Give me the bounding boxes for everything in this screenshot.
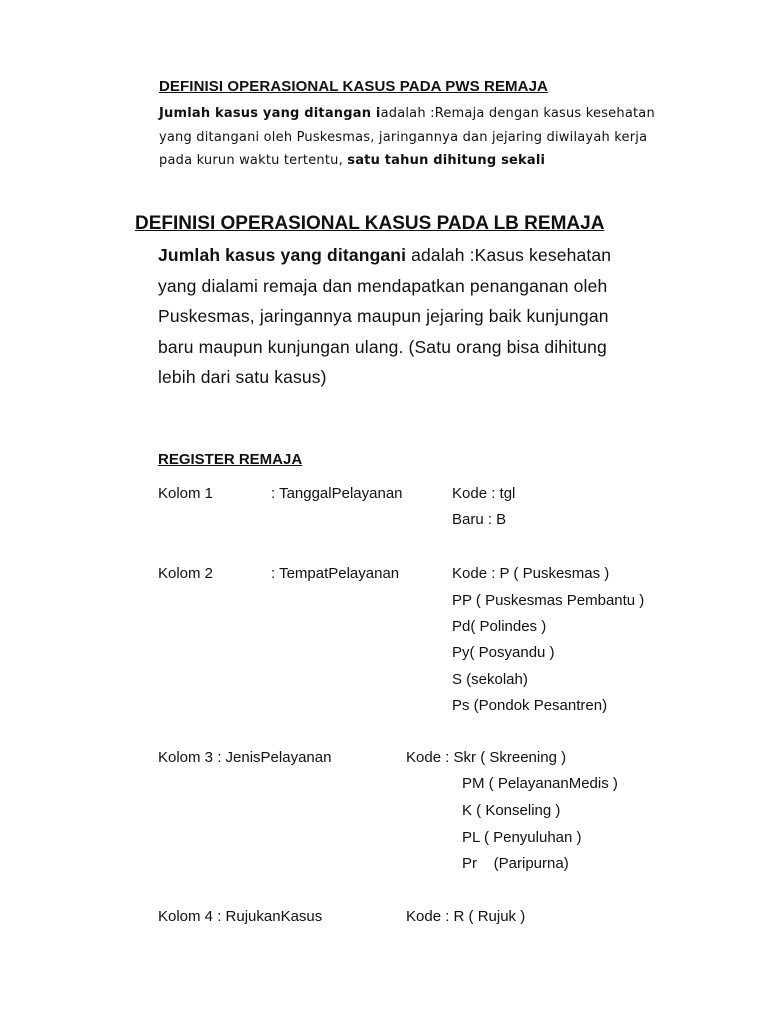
kolom-2-code: Py( Posyandu ) (452, 644, 555, 661)
kolom-2-field: : TempatPelayanan (271, 565, 400, 582)
kolom-2-code: PP ( Puskesmas Pembantu ) (452, 592, 645, 609)
kolom-2-label: Kolom 2 (158, 565, 214, 582)
pws-definition-emphasis: satu tahun dihitung sekali (347, 153, 546, 168)
kolom-3-code: PL ( Penyuluhan ) (462, 829, 582, 846)
pws-definition-text-3: pada kurun waktu tertentu, (159, 153, 348, 168)
kolom-2-code: Pd( Polindes ) (452, 618, 547, 635)
kolom-2-code: Ps (Pondok Pesantren) (452, 697, 608, 714)
lb-definition-line-2: yang dialami remaja dan mendapatkan penanganan oleh (158, 276, 608, 296)
kolom-3-code: PM ( PelayananMedis ) (462, 775, 618, 792)
lb-definition-text-1: adalah :Kasus kesehatan (406, 245, 612, 265)
pws-definition-line-3 (159, 153, 545, 168)
lb-definition-line-4: baru maupun kunjungan ulang. (Satu orang bisa dihitung (158, 337, 607, 357)
kolom-1-field: : TanggalPelayanan (271, 485, 403, 502)
kolom-3-code: Kode : Skr ( Skreening ) (406, 749, 567, 766)
lb-definition-term: Jumlah kasus yang ditangani (158, 245, 407, 265)
pws-definition-text-1: adalah :Remaja dengan kasus kesehatan (380, 106, 655, 121)
lb-section-title: DEFINISI OPERASIONAL KASUS PADA LB REMAJA (135, 213, 605, 234)
register-section-title: REGISTER REMAJA (158, 451, 303, 468)
lb-definition-line-1 (158, 245, 611, 266)
pws-definition-line-2: yang ditangani oleh Puskesmas, jaringannya dan jejaring diwilayah kerja (159, 130, 648, 145)
kolom-1-label: Kolom 1 (158, 485, 214, 502)
kolom-1-code: Kode : tgl (452, 485, 516, 502)
kolom-3-code: K ( Konseling ) (462, 802, 561, 819)
kolom-3-label: Kolom 3 : JenisPelayanan (158, 749, 332, 766)
lb-definition-line-3: Puskesmas, jaringannya maupun jejaring baik kunjungan (158, 306, 609, 326)
kolom-2-code: S (sekolah) (452, 671, 528, 688)
kolom-3-code: Pr (Paripurna) (462, 855, 569, 872)
kolom-1-code: Baru : B (452, 511, 507, 528)
lb-definition-line-5: lebih dari satu kasus) (158, 367, 327, 387)
pws-definition-line-1 (159, 106, 655, 121)
kolom-2-code: Kode : P ( Puskesmas ) (452, 565, 610, 582)
pws-definition-term: Jumlah kasus yang ditangan i (159, 106, 381, 121)
pws-section-title: DEFINISI OPERASIONAL KASUS PADA PWS REMAJA (159, 78, 548, 95)
kolom-4-code: Kode : R ( Rujuk ) (406, 908, 526, 925)
kolom-4-label: Kolom 4 : RujukanKasus (158, 908, 323, 925)
